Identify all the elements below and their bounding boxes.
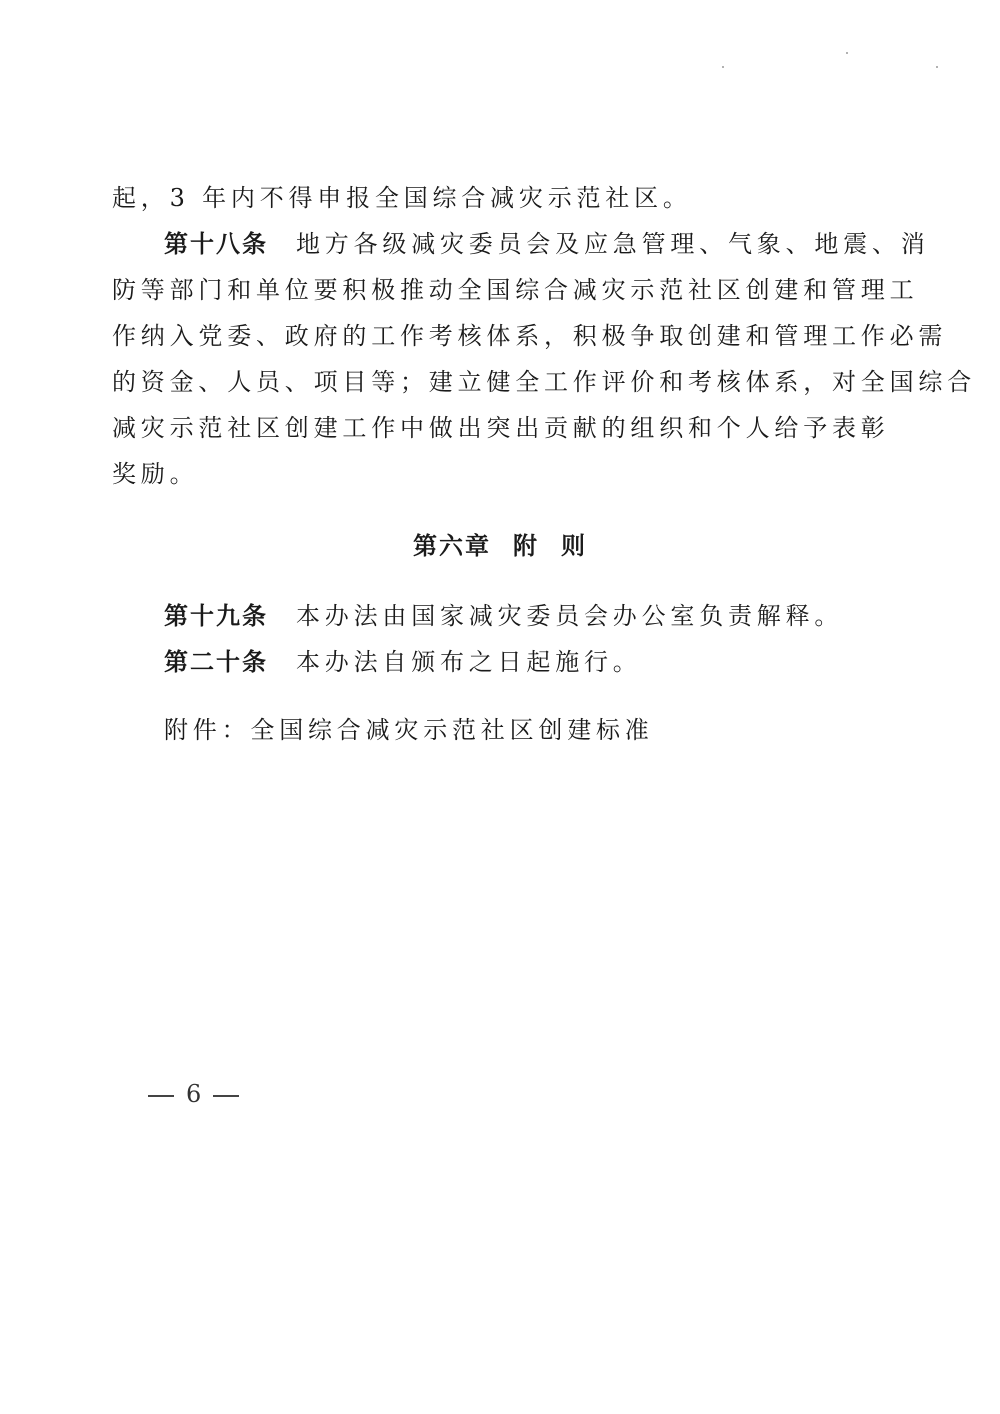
article-18-line-3: 作纳入党委、政府的工作考核体系，积极争取创建和管理工作必需 <box>112 322 948 350</box>
page-number: 6 <box>186 1080 202 1108</box>
article-19-text: 本办法由国家减灾委员会办公室负责解释。 <box>296 602 844 630</box>
footer-dash-left <box>148 1095 174 1097</box>
continuation-line: 起，3 年内不得申报全国综合减灾示范社区。 <box>112 184 692 212</box>
article-19-heading: 第十九条 <box>164 602 268 630</box>
article-18-line-2: 防等部门和单位要积极推动全国综合减灾示范社区创建和管理工 <box>112 276 919 304</box>
article-20-heading: 第二十条 <box>164 648 268 676</box>
page-footer <box>136 1076 251 1112</box>
article-18-line-4: 的资金、人员、项目等；建立健全工作评价和考核体系，对全国综合 <box>112 368 976 396</box>
chapter-name-part-2: 则 <box>561 532 587 560</box>
article-18-first-line <box>164 226 930 262</box>
chapter-title <box>0 528 1000 564</box>
scan-speck <box>936 66 938 68</box>
chapter-name-part-1: 附 <box>513 532 539 560</box>
scan-speck <box>722 66 724 68</box>
article-20-text: 本办法自颁布之日起施行。 <box>296 648 642 676</box>
attachment-note: 附件：全国综合减灾示范社区创建标准 <box>164 716 654 744</box>
scan-speck <box>846 52 848 54</box>
article-18-line-1: 地方各级减灾委员会及应急管理、气象、地震、消 <box>296 230 930 258</box>
chapter-number: 第六章 <box>413 532 491 560</box>
footer-dash-right <box>213 1095 239 1097</box>
article-18-heading: 第十八条 <box>164 230 268 258</box>
article-19 <box>164 598 872 634</box>
article-18-line-5: 减灾示范社区创建工作中做出突出贡献的组织和个人给予表彰 <box>112 414 890 442</box>
article-20 <box>164 644 872 680</box>
article-18-line-6: 奖励。 <box>112 460 199 488</box>
